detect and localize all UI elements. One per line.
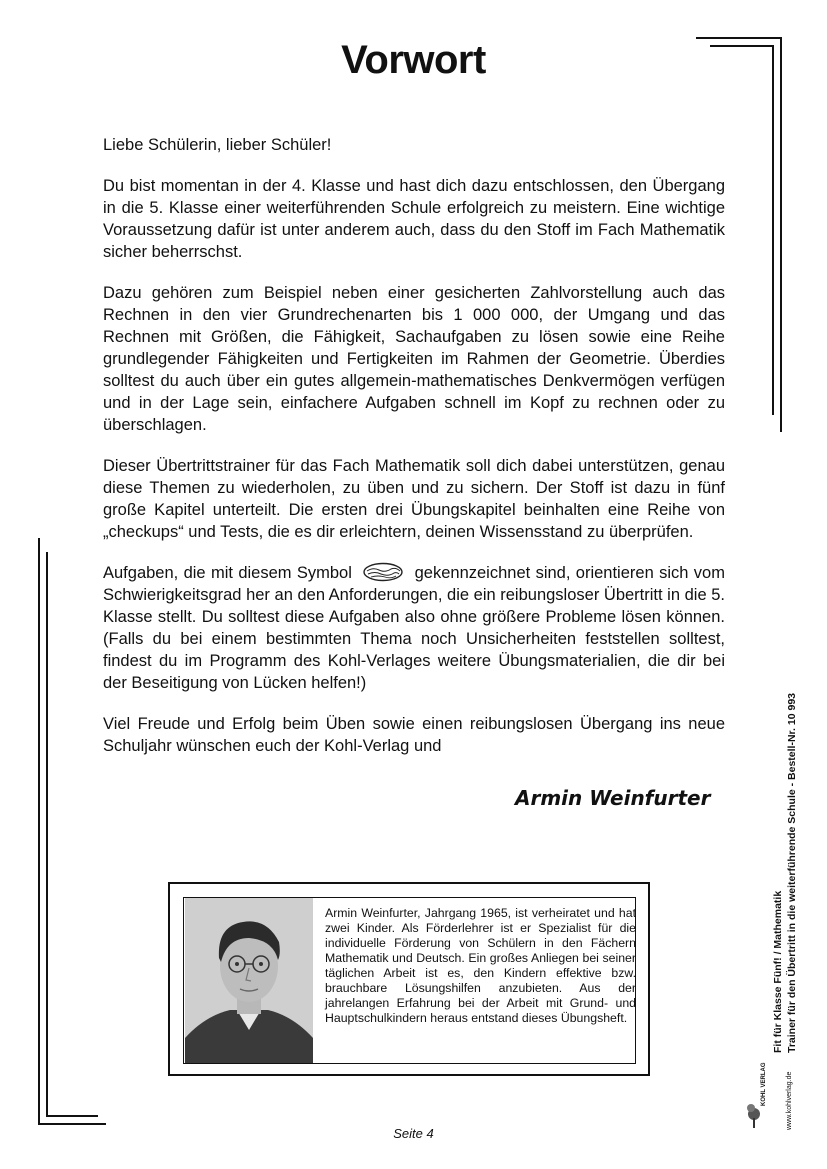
publisher-logo (746, 1064, 772, 1132)
closing-paragraph: Viel Freude und Erfolg beim Üben sowie einen reibungslosen Übergang ins neue Schuljahr wünschen euch der Kohl-Verlag und (103, 715, 725, 755)
frame-left-line-inner (46, 552, 48, 1117)
series-title-vertical: Fit für Klasse Fünf! / Mathematik (772, 890, 784, 1053)
series-subtitle-vertical: Trainer für den Übertritt in die weiterführende Schule - Bestell-Nr. 10 993 (786, 692, 798, 1053)
paragraph-4 (103, 562, 725, 694)
page-title: Vorwort (341, 38, 486, 82)
frame-left-line-outer (38, 538, 40, 1125)
frame-bottom-line-inner (46, 1115, 98, 1117)
symbol-text-after: gekennzeichnet sind, orientieren sich vom Schwierigkeitsgrad her an den Anforderungen, die ein reibungsloser Übertritt in die 5. Klasse stellt. Du solltest diese Aufgaben also ohne größere Probleme lösen können. (Falls du bei einem bestimmten Thema noch Unsicherheiten feststellen solltest, findest du im Programm des Kohl-Verlages weitere Übungsmaterialien, die dir bei der Beseitigung von Lücken helfen!) (103, 564, 725, 692)
publisher-url-vertical: www.kohlverlag.de (786, 1071, 793, 1130)
author-photo (185, 898, 313, 1063)
paragraph-3: Dieser Übertrittstrainer für das Fach Mathematik soll dich dabei unterstützen, genau diese Themen zu wiederholen, zu üben und zu sichern. Der Stoff ist dazu in fünf große Kapitel unterteilt. Die ersten drei Übungskapitel beinhalten eine Reihe von „checkups“ und Tests, die es dir erleichtern, deinen Wissensstand zu überprüfen. (103, 457, 725, 541)
walnut-icon (361, 562, 405, 582)
frame-bottom-line-outer (38, 1123, 106, 1125)
page-number: Seite 4 (393, 1126, 434, 1141)
body-text (103, 134, 725, 776)
publisher-logo-text: KOHL VERLAG (761, 1062, 767, 1106)
frame-right-line-inner (772, 45, 774, 415)
author-signature: Armin Weinfurter (515, 786, 711, 810)
paragraph-1: Du bist momentan in der 4. Klasse und hast dich dazu entschlossen, den Übergang in die 5. Klasse einer weiterführenden Schule erfolgreich zu meistern. Eine wichtige Voraussetzung dafür ist unter anderem auch, dass du den Stoff im Fach Mathematik sicher beherrschst. (103, 177, 725, 261)
paragraph-2: Dazu gehören zum Beispiel neben einer gesicherten Zahlvorstellung auch das Rechnen in den vier Grundrechenarten bis 1 000 000, der Umgang und das Rechnen mit Größen, die Fähigkeit, Sachaufgaben zu lösen sowie eine Reihe grundlegender Fähigkeiten und Fertigkeiten im Rahmen der Geometrie. Überdies solltest du auch über ein gutes allgemein-mathematisches Denkvermögen verfügen und in der Lage sein, einfachere Aufgaben schnell im Kopf zu rechnen oder zu überschlagen. (103, 284, 725, 434)
greeting: Liebe Schülerin, lieber Schüler! (103, 136, 332, 154)
frame-right-line-outer (780, 37, 782, 432)
author-bio: Armin Weinfurter, Jahrgang 1965, ist verheiratet und hat zwei Kinder. Als Förderlehrer ist er Spezialist für die individuelle Förderung von Schülern in den Fächern Mathematik und Deutsch. Ein großes Anliegen bei seiner täglichen Arbeit ist es, den Kindern effektive bzw. brauchbare Lösungshilfen anzubieten. Aus der jahrelangen Erfahrung bei der Arbeit mit Grund- und Hauptschulkindern heraus entstand dieses Übungsheft. (325, 906, 636, 1025)
symbol-text-before: Aufgaben, die mit diesem Symbol (103, 564, 352, 582)
